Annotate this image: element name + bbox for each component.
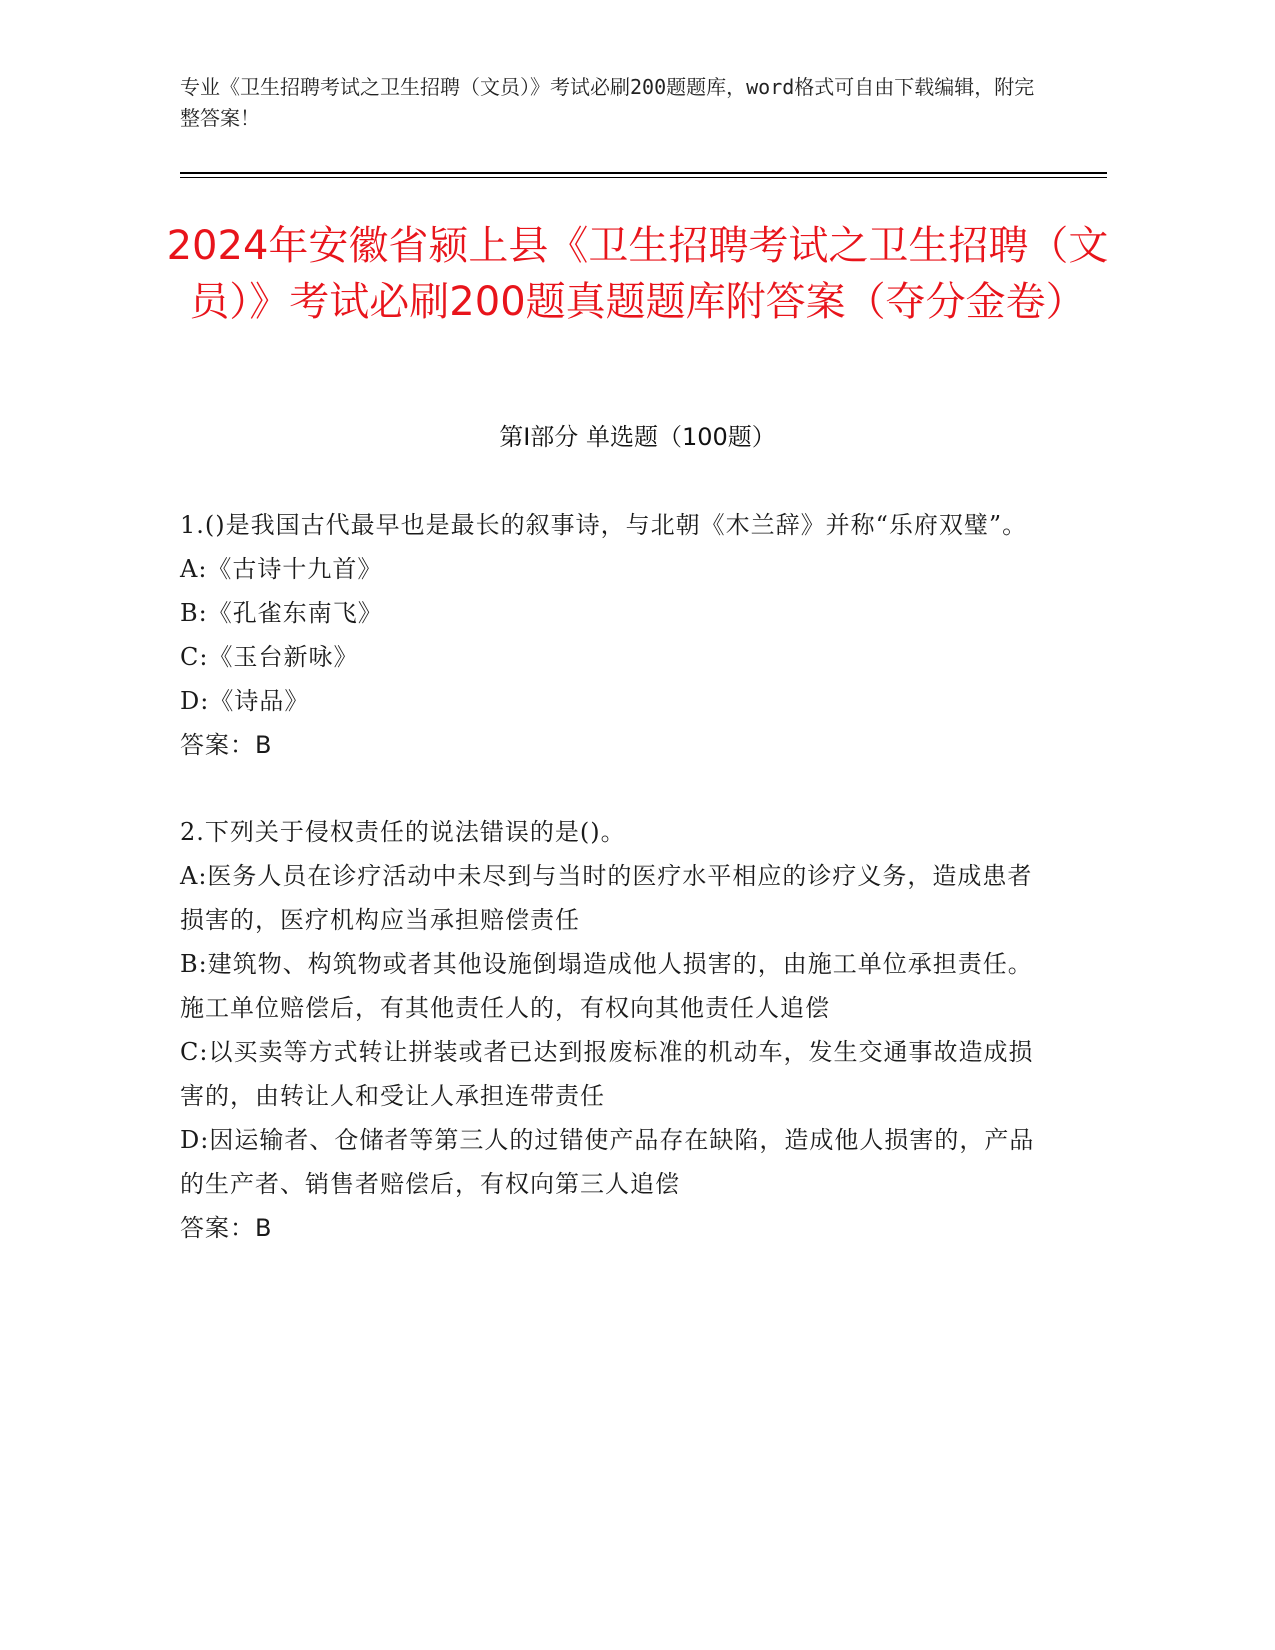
option-a: A:医务人员在诊疗活动中未尽到与当时的医疗水平相应的诊疗义务，造成患者损害的，医疗机构应当承担赔偿责任 (180, 862, 1033, 934)
question-list (180, 503, 1040, 1293)
option-a: A:《古诗十九首》 (180, 555, 383, 583)
option-b: B:建筑物、构筑物或者其他设施倒塌造成他人损害的，由施工单位承担责任。施工单位赔偿后，有其他责任人的，有权向其他责任人追偿 (180, 950, 1033, 1022)
question-stem: 2.下列关于侵权责任的说法错误的是()。 (180, 818, 626, 846)
option-c: C:《玉台新咏》 (180, 643, 359, 671)
question-stem: 1.()是我国古代最早也是最长的叙事诗，与北朝《木兰辞》并称“乐府双璧”。 (180, 511, 1028, 539)
header-rule-thick (180, 172, 1107, 174)
answer: 答案：B (180, 1214, 273, 1242)
question-item (180, 503, 1040, 767)
header-rule-thin (180, 177, 1107, 178)
option-d: D:《诗品》 (180, 687, 310, 715)
section-title: 第Ⅰ部分 单选题（100题） (499, 423, 776, 451)
header-note: 专业《卫生招聘考试之卫生招聘（文员）》考试必刷200题题库，word格式可自由下载编辑，附完整答案！ (180, 75, 1035, 130)
answer: 答案：B (180, 731, 273, 759)
document-title: 2024年安徽省颍上县《卫生招聘考试之卫生招聘（文员）》考试必刷200题真题题库附答案（夺分金卷） (166, 223, 1109, 325)
option-c: C:以买卖等方式转让拼装或者已达到报废标准的机动车，发生交通事故造成损害的，由转让人和受让人承担连带责任 (180, 1038, 1034, 1110)
option-b: B:《孔雀东南飞》 (180, 599, 383, 627)
question-item (180, 810, 1040, 1250)
option-d: D:因运输者、仓储者等第三人的过错使产品存在缺陷，造成他人损害的，产品的生产者、销售者赔偿后，有权向第三人追偿 (180, 1126, 1035, 1198)
